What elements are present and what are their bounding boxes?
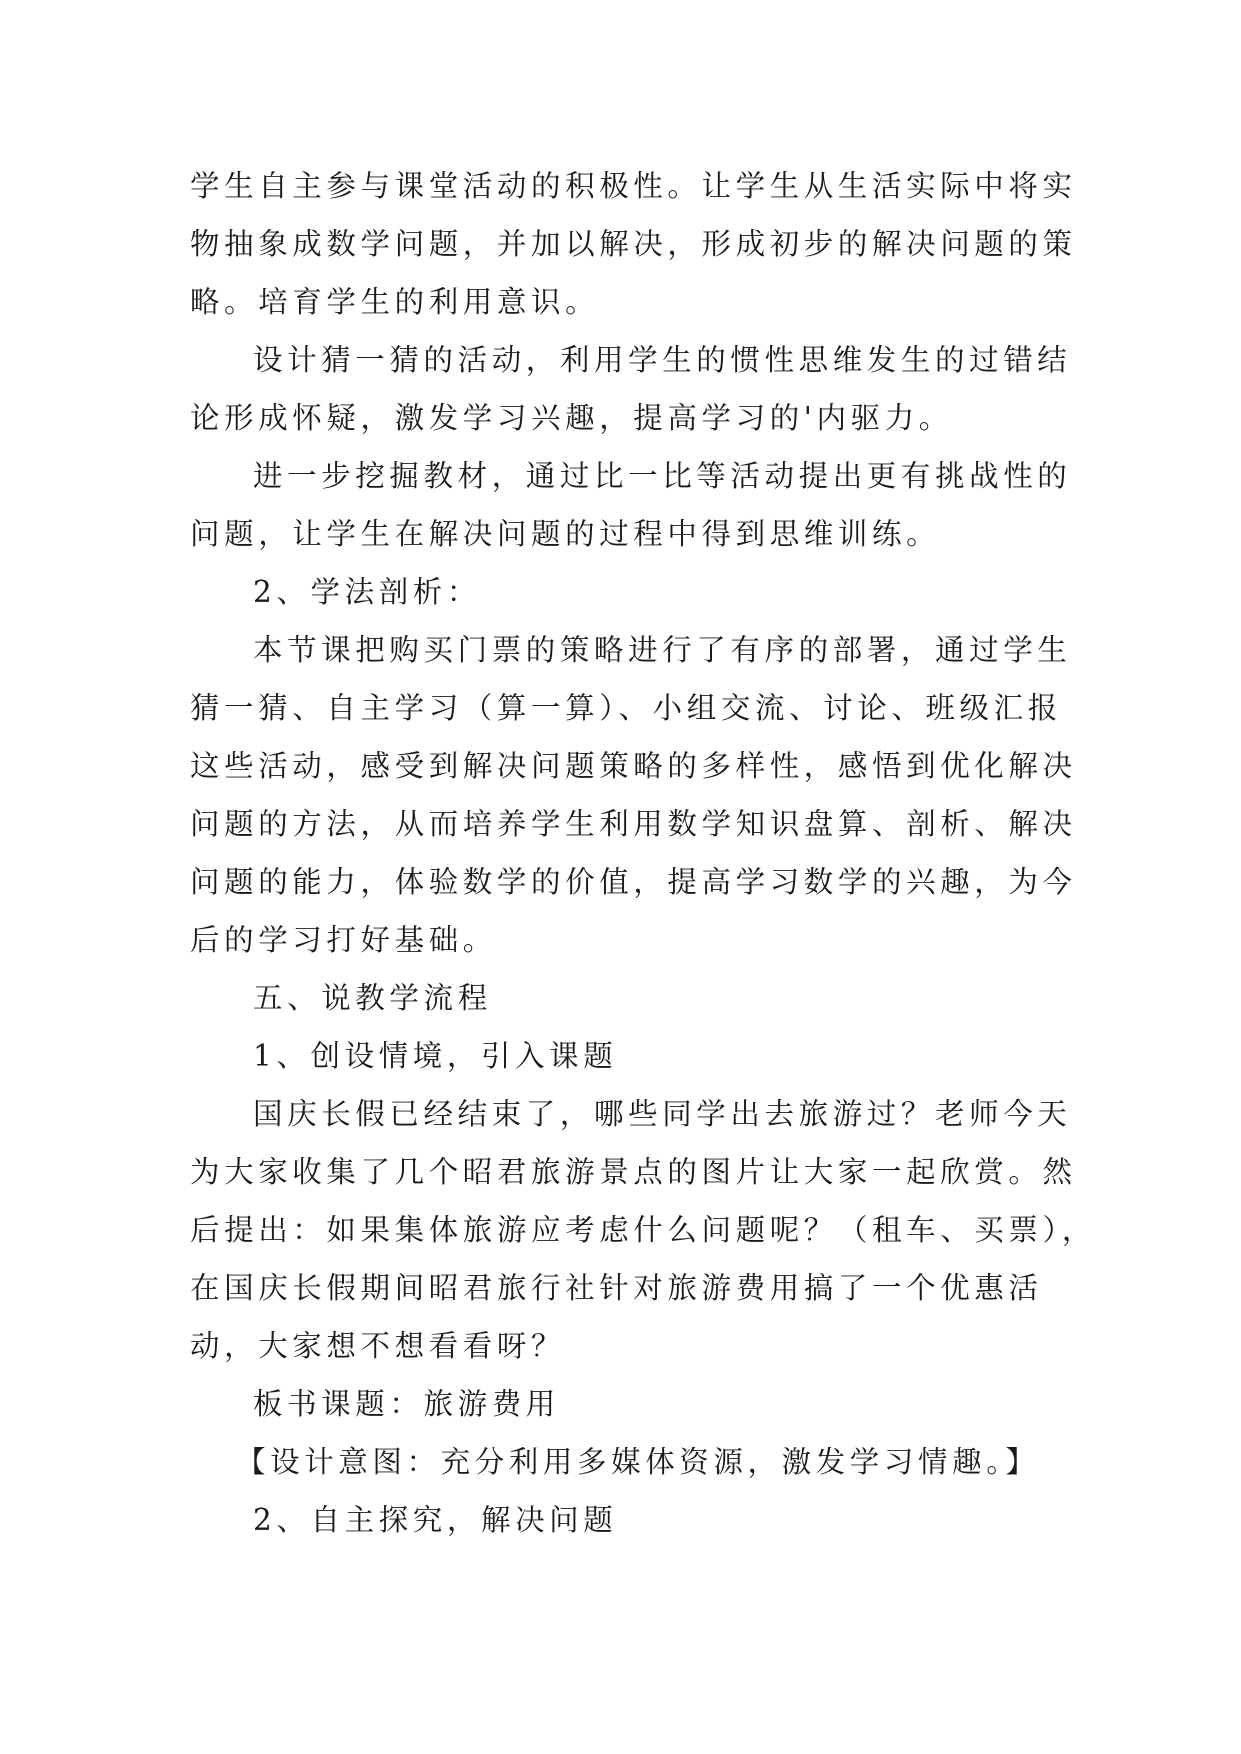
text-line: 2、自主探究，解决问题 [253, 1503, 618, 1537]
text-line: 论形成怀疑，激发学习兴趣，提高学习的'内驱力。 [190, 401, 953, 435]
text-line: 问题的能力，体验数学的价值，提高学习数学的兴趣，为今 [190, 865, 1077, 899]
text-line: 在国庆长假期间昭君旅行社针对旅游费用搞了一个优惠活 [190, 1271, 1043, 1305]
text-line: 后提出：如果集体旅游应考虑什么问题呢？（租车、买票）， [190, 1213, 1096, 1247]
text-line: 物抽象成数学问题，并加以解决，形成初步的解决问题的策 [190, 227, 1077, 261]
text-line: 板书课题：旅游费用 [253, 1387, 560, 1421]
text-line: 动，大家想不想看看呀？ [190, 1329, 566, 1363]
text-line: 这些活动，感受到解决问题策略的多样性，感悟到优化解决 [190, 749, 1077, 783]
text-line: 问题，让学生在解决问题的过程中得到思维训练。 [190, 517, 941, 551]
text-line: 后的学习打好基础。 [190, 923, 497, 957]
text-line: 设计猜一猜的活动，利用学生的惯性思维发生的过错结 [253, 343, 1072, 377]
text-line: 问题的方法，从而培养学生利用数学知识盘算、剖析、解决 [190, 807, 1077, 841]
text-line: 【设计意图：充分利用多媒体资源，激发学习情趣。】 [236, 1445, 1040, 1479]
text-line: 为大家收集了几个昭君旅游景点的图片让大家一起欣赏。然 [190, 1155, 1077, 1189]
text-line: 略。培育学生的利用意识。 [190, 285, 600, 319]
text-line: 国庆长假已经结束了，哪些同学出去旅游过？老师今天 [253, 1097, 1072, 1131]
text-line: 1、创设情境，引入课题 [253, 1039, 618, 1073]
text-line: 2、学法剖析： [253, 575, 481, 609]
text-line: 五、说教学流程 [253, 981, 492, 1015]
text-line: 进一步挖掘教材，通过比一比等活动提出更有挑战性的 [253, 459, 1072, 493]
text-line: 本节课把购买门票的策略进行了有序的部署，通过学生 [253, 633, 1072, 667]
text-line: 学生自主参与课堂活动的积极性。让学生从生活实际中将实 [190, 169, 1077, 203]
text-line: 猜一猜、自主学习（算一算）、小组交流、讨论、班级汇报 [190, 691, 1062, 725]
